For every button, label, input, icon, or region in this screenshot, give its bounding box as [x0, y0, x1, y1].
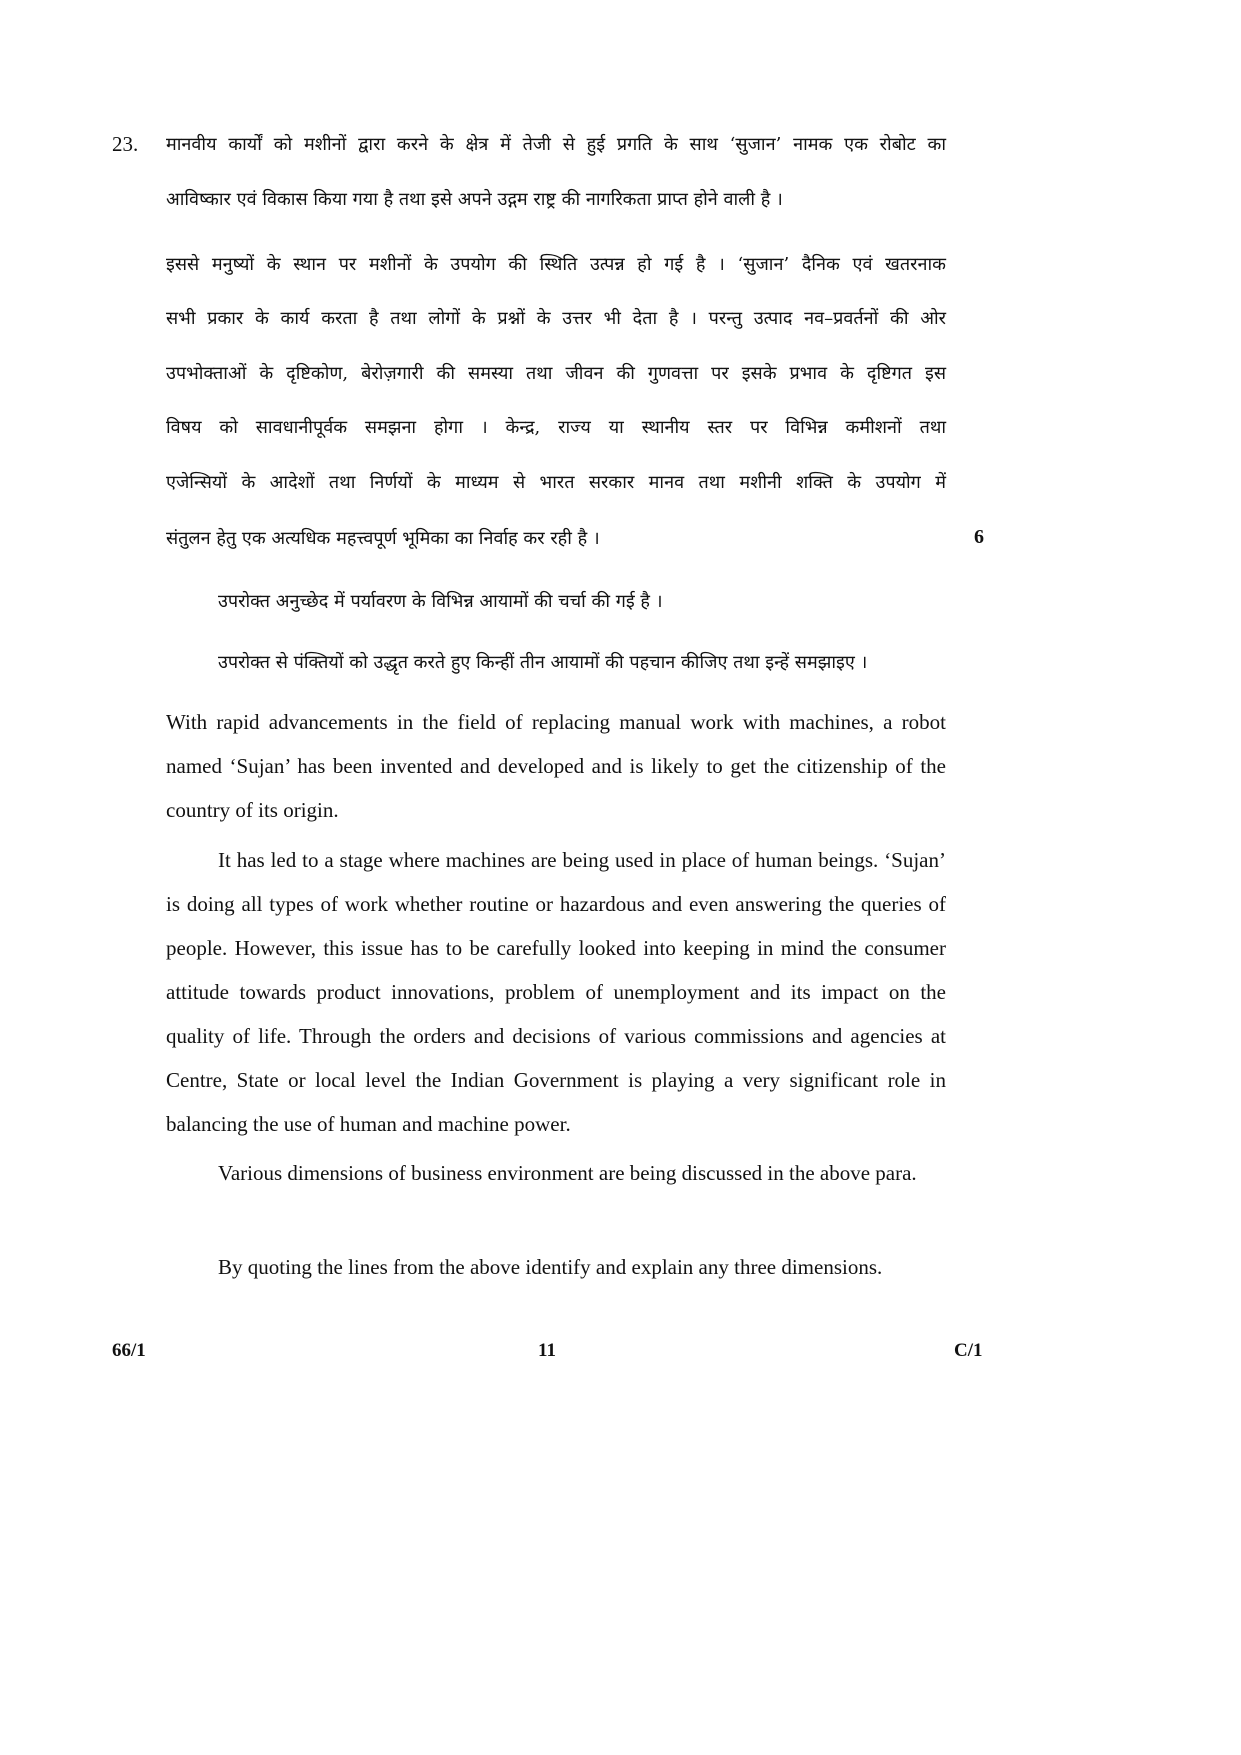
english-paragraph-1: With rapid advancements in the field of replacing manual work with machines, a robot named ‘Sujan’ has been invented and developed and is likely to get the citizenship of the country of its origin.	[166, 710, 946, 822]
footer-code: 66/1	[112, 1340, 146, 1361]
english-paragraph-3: Various dimensions of business environment are being discussed in the above para.	[218, 1161, 917, 1185]
english-paragraph-4: By quoting the lines from the above identify and explain any three dimensions.	[218, 1255, 883, 1279]
hindi-line-8: संतुलन हेतु एक अत्यधिक महत्त्वपूर्ण भूमिका का निर्वाह कर रही है ।	[166, 528, 600, 549]
hindi-line-2: आविष्कार एवं विकास किया गया है तथा इसे अपने उद्गम राष्ट्र की नागरिकता प्राप्त होने वाली है ।	[166, 189, 783, 210]
hindi-line-5: उपभोक्ताओं के दृष्टिकोण, बेरोज़गारी की समस्या तथा जीवन की गुणवत्ता पर इसके प्रभाव के दृष्टिगत इस	[166, 363, 946, 384]
question-number: 23.	[112, 132, 139, 156]
hindi-line-3: इससे मनुष्यों के स्थान पर मशीनों के उपयोग की स्थिति उत्पन्न हो गई है । ‘सुजान’ दैनिक एवं खतरनाक	[166, 254, 946, 275]
hindi-line-6: विषय को सावधानीपूर्वक समझना होगा । केन्द्र, राज्य या स्थानीय स्तर पर विभिन्न कमीशनों तथा	[166, 417, 946, 438]
hindi-line-7: एजेन्सियों के आदेशों तथा निर्णयों के माध्यम से भारत सरकार मानव तथा मशीनी शक्ति के उपयोग में	[166, 472, 946, 493]
hindi-line-9: उपरोक्त अनुच्छेद में पर्यावरण के विभिन्न आयामों की चर्चा की गई है ।	[218, 591, 663, 612]
page-number: 11	[538, 1340, 556, 1361]
hindi-line-10: उपरोक्त से पंक्तियों को उद्धृत करते हुए किन्हीं तीन आयामों की पहचान कीजिए तथा इन्हें समझाइए ।	[218, 652, 868, 673]
english-paragraph-2: It has led to a stage where machines are being used in place of human beings. ‘Sujan’ is doing all types of work whether routine or hazardous and even answering the queries of people. However, this issue has to be carefully looked into keeping in mind the consumer attitude towards product innovations, problem of unemployment and its impact on the quality of life. Through the orders and decisions of various commissions and agencies at Centre, State or local level the Indian Government is playing a very significant role in balancing the use of human and machine power.	[166, 848, 946, 1136]
marks: 6	[974, 526, 984, 548]
footer-set: C/1	[954, 1340, 983, 1361]
hindi-line-1: मानवीय कार्यों को मशीनों द्वारा करने के क्षेत्र में तेजी से हुई प्रगति के साथ ‘सुजान’ नामक एक रोबोट का	[166, 134, 946, 155]
hindi-line-4: सभी प्रकार के कार्य करता है तथा लोगों के प्रश्नों के उत्तर भी देता है । परन्तु उत्पाद नव–प्रवर्तनों की ओर	[166, 308, 946, 329]
